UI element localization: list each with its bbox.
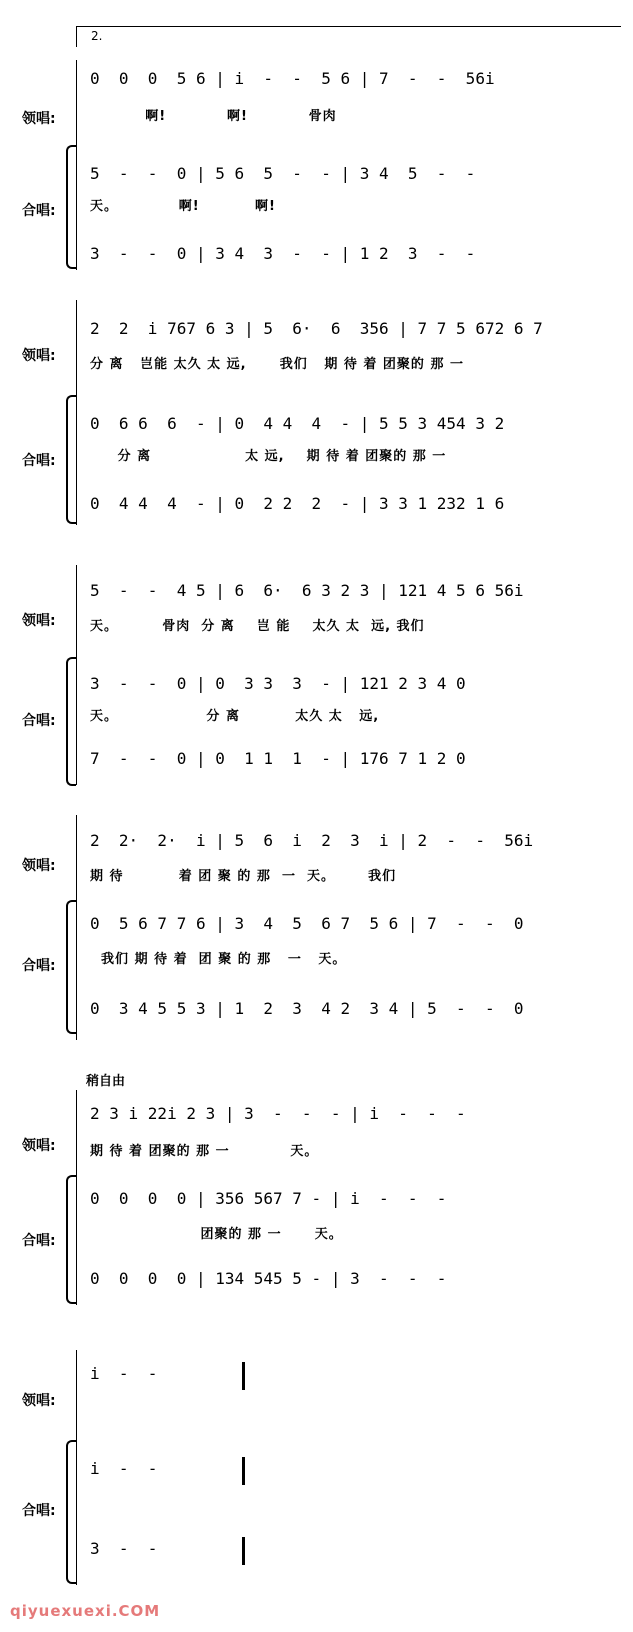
system-2 xyxy=(0,300,633,530)
chorus-bottom-staff xyxy=(76,1535,253,1569)
role-chorus: 合唱: xyxy=(22,1503,56,1519)
chorus-top-notes: 0 6 6 6 - | 0 4 4 4 - | 5 5 3 454 3 2 xyxy=(90,414,505,433)
chorus-bottom-staff xyxy=(76,1265,621,1299)
chorus-top-lyrics: 分 离 太 远, 期 待 着 团聚的 那 一 xyxy=(90,449,447,464)
chorus-top-staff xyxy=(76,160,621,214)
lead-lyrics: 天。 骨肉 分 离 岂 能 太久 太 远, 我们 xyxy=(90,619,425,634)
chorus-bottom-notes: 7 - - 0 | 0 1 1 1 - | 176 7 1 2 0 xyxy=(90,749,466,768)
tempo-marking: 稍自由 xyxy=(86,1074,126,1089)
system-6 xyxy=(0,1340,633,1590)
system-5 xyxy=(0,1070,633,1310)
chorus-top-staff xyxy=(76,670,621,724)
final-barline xyxy=(242,1362,245,1390)
lead-notes: 2 2 i 767 6 3 | 5 6· 6 356 | 7 7 5 672 6 7 xyxy=(90,319,543,338)
chorus-bottom-notes: 0 4 4 4 - | 0 2 2 2 - | 3 3 1 232 1 6 xyxy=(90,494,505,513)
final-barline xyxy=(242,1457,245,1485)
chorus-top-notes: 0 0 0 0 | 356 567 7 - | i - - - xyxy=(90,1189,447,1208)
chorus-bottom-notes: 3 - - xyxy=(90,1539,158,1558)
role-chorus: 合唱: xyxy=(22,1233,56,1249)
lead-notes: 5 - - 4 5 | 6 6· 6 3 2 3 | 121 4 5 6 56i xyxy=(90,581,524,600)
system-3 xyxy=(0,565,633,790)
system-4 xyxy=(0,815,633,1045)
chorus-top-notes: 5 - - 0 | 5 6 5 - - | 3 4 5 - - xyxy=(90,164,476,183)
lead-staff xyxy=(76,315,621,372)
chorus-top-staff xyxy=(76,910,621,967)
role-lead: 领唱: xyxy=(22,858,56,874)
system-1 xyxy=(0,20,633,270)
role-lead: 领唱: xyxy=(22,348,56,364)
chorus-top-staff xyxy=(76,1185,621,1242)
lead-lyrics: 期 待 着 团聚的 那 一 天。 xyxy=(90,1144,319,1159)
lead-lyrics: 啊! 啊! 骨肉 xyxy=(90,109,337,124)
role-chorus: 合唱: xyxy=(22,203,56,219)
chorus-top-lyrics: 天。 分 离 太久 太 远, xyxy=(90,709,380,724)
lead-lyrics: 期 待 着 团 聚 的 那 一 天。 我们 xyxy=(90,869,397,884)
lead-notes: 2 3 i 22i 2 3 | 3 - - - | i - - - xyxy=(90,1104,466,1123)
chorus-bottom-notes: 3 - - 0 | 3 4 3 - - | 1 2 3 - - xyxy=(90,244,476,263)
lead-staff xyxy=(76,1360,253,1394)
chorus-bottom-staff xyxy=(76,995,621,1029)
chorus-top-notes: 3 - - 0 | 0 3 3 3 - | 121 2 3 4 0 xyxy=(90,674,466,693)
chorus-bottom-notes: 0 0 0 0 | 134 545 5 - | 3 - - - xyxy=(90,1269,447,1288)
role-chorus: 合唱: xyxy=(22,453,56,469)
final-barline xyxy=(242,1537,245,1565)
lead-notes: 0 0 0 5 6 | i - - 5 6 | 7 - - 56i xyxy=(90,69,495,88)
chorus-top-staff xyxy=(76,1455,253,1489)
chorus-top-lyrics: 我们 期 待 着 团 聚 的 那 一 天。 xyxy=(90,952,347,967)
role-lead: 领唱: xyxy=(22,111,56,127)
chorus-top-staff xyxy=(76,410,621,464)
lead-notes: 2 2· 2· i | 5 6 i 2 3 i | 2 - - 56i xyxy=(90,831,534,850)
lead-staff xyxy=(76,1100,621,1159)
lead-staff xyxy=(76,827,621,884)
role-lead: 领唱: xyxy=(22,1138,56,1154)
chorus-bottom-staff xyxy=(76,490,621,524)
role-lead: 领唱: xyxy=(22,1393,56,1409)
watermark: qiyuexuexi.COM xyxy=(10,1602,161,1620)
volta-label: 2. xyxy=(91,29,103,43)
volta-bracket xyxy=(76,26,621,47)
chorus-top-notes: 0 5 6 7 7 6 | 3 4 5 6 7 5 6 | 7 - - 0 xyxy=(90,914,524,933)
chorus-top-notes: i - - xyxy=(90,1459,158,1478)
chorus-top-lyrics: 天。 啊! 啊! xyxy=(90,199,276,214)
role-chorus: 合唱: xyxy=(22,713,56,729)
role-chorus: 合唱: xyxy=(22,958,56,974)
chorus-bottom-staff xyxy=(76,745,621,779)
lead-staff xyxy=(76,577,621,634)
role-lead: 领唱: xyxy=(22,613,56,629)
chorus-bottom-notes: 0 3 4 5 5 3 | 1 2 3 4 2 3 4 | 5 - - 0 xyxy=(90,999,524,1018)
chorus-top-lyrics: 团聚的 那 一 天。 xyxy=(90,1227,343,1242)
chorus-bottom-staff xyxy=(76,240,621,274)
lead-notes: i - - xyxy=(90,1364,158,1383)
lead-lyrics: 分 离 岂能 太久 太 远, 我们 期 待 着 团聚的 那 一 xyxy=(90,357,464,372)
lead-staff xyxy=(76,65,621,124)
